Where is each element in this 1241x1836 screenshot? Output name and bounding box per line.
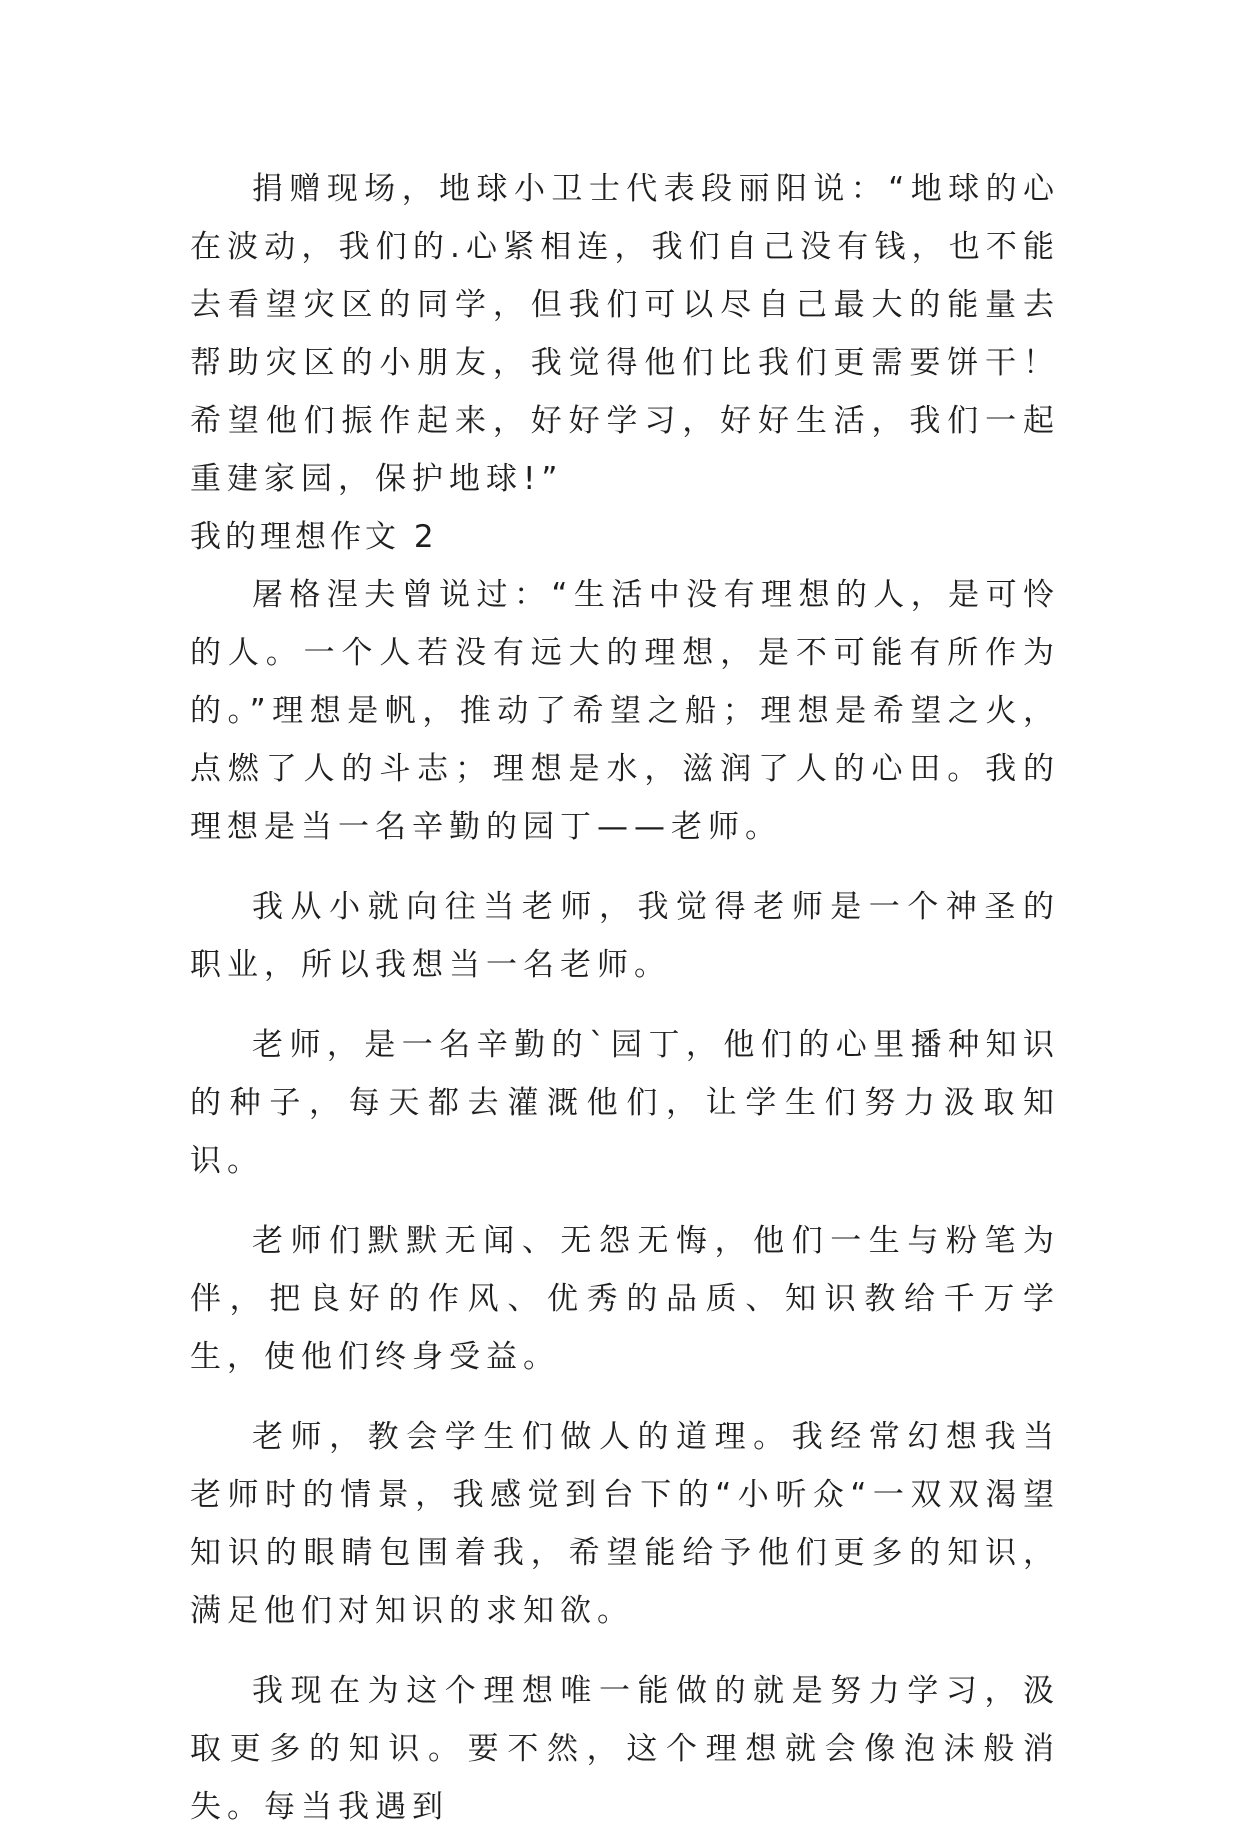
body-paragraph: 我现在为这个理想唯一能做的就是努力学习，汲取更多的知识。要不然，这个理想就会像泡沫般消失。每当我遇到 xyxy=(190,1673,1060,1825)
body-paragraph: 屠格涅夫曾说过：“生活中没有理想的人，是可怜的人。一个人若没有远大的理想，是不可能有所作为的。”理想是帆，推动了希望之船；理想是希望之火，点燃了人的斗志；理想是水，滋润了人的心田。我的理想是当一名辛勤的园丁——老师。 xyxy=(190,577,1060,845)
body-paragraph: 捐赠现场，地球小卫士代表段丽阳说：“地球的心在波动，我们的.心紧相连，我们自己没有钱，也不能去看望灾区的同学，但我们可以尽自己最大的能量去帮助灾区的小朋友，我觉得他们比我们更需要饼干！希望他们振作起来，好好学习，好好生活，我们一起重建家园，保护地球!” xyxy=(190,171,1060,497)
body-paragraph: 老师，是一名辛勤的`园丁，他们的心里播种知识的种子，每天都去灌溉他们，让学生们努力汲取知识。 xyxy=(190,1027,1060,1179)
body-paragraph: 老师，教会学生们做人的道理。我经常幻想我当老师时的情景，我感觉到台下的“小听众“一双双渴望知识的眼睛包围着我，希望能给予他们更多的知识，满足他们对知识的求知欲。 xyxy=(190,1419,1060,1629)
document-body xyxy=(190,160,1060,1836)
body-paragraph: 我从小就向往当老师，我觉得老师是一个神圣的职业，所以我想当一名老师。 xyxy=(190,889,1060,983)
section-heading: 我的理想作文 2 xyxy=(190,519,438,555)
body-paragraph: 老师们默默无闻、无怨无悔，他们一生与粉笔为伴，把良好的作风、优秀的品质、知识教给千万学生，使他们终身受益。 xyxy=(190,1223,1060,1375)
